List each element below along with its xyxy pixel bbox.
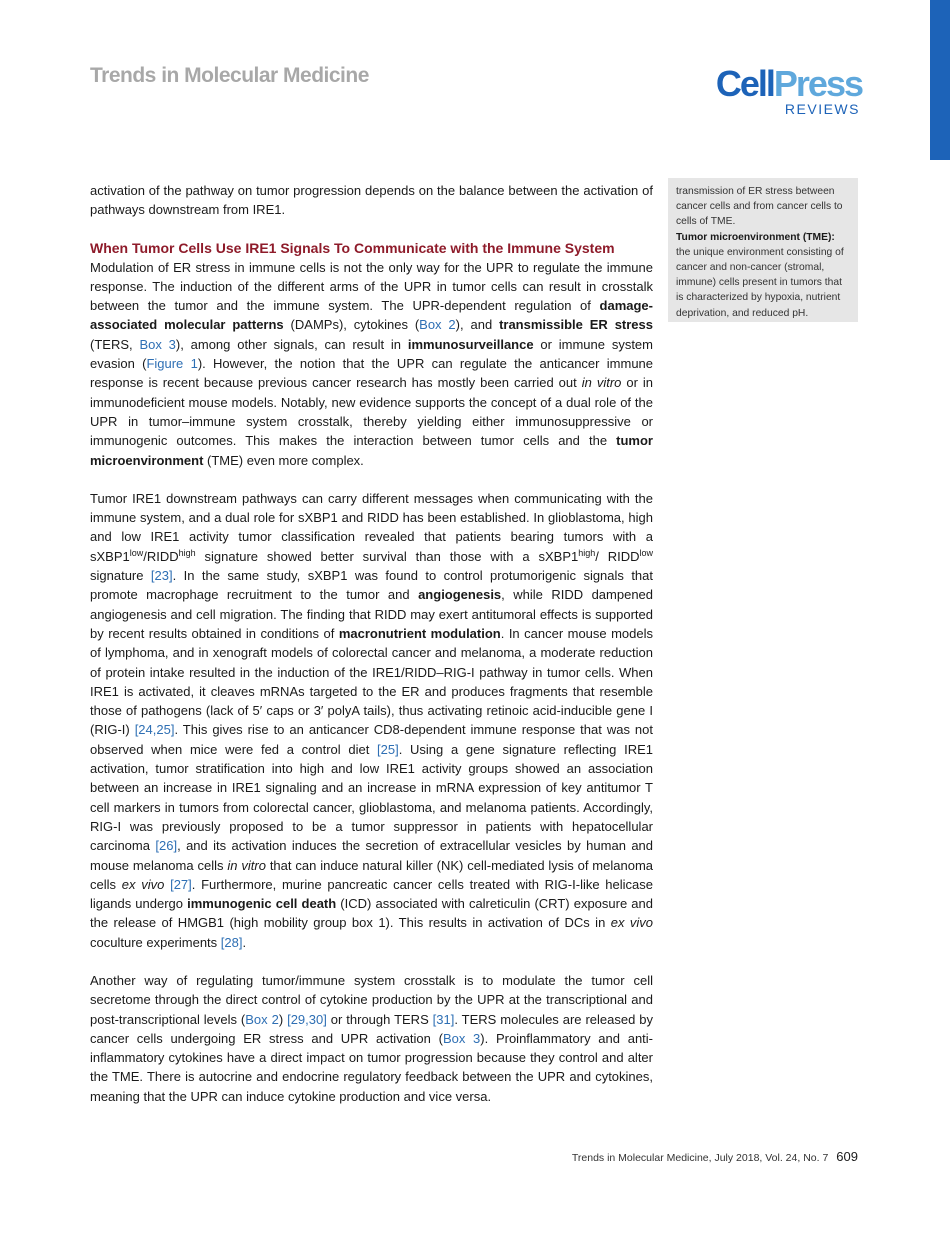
citation-link[interactable]: [28] [220,934,243,950]
logo-reviews-text: REVIEWS [784,101,860,117]
text-run: ). Proinflammatory and anti-inflammatory cytokines have a direct impact on tumor progression because they control and alter the TME. There is autocrine and endocrine regulatory feedback between the UPR and cytokines, meaning that the UPR can induce cytokine production and vice versa. [90,1030,654,1104]
text-run: Modulation of ER stress in immune cells is not the only way for the UPR to regulate the immune response. The induction of the different arms of the UPR in tumor cells can result in crosstalk between the tumor and the immune system. The UPR-dependent regulation of [90,259,653,314]
text-run: ). However, the notion that the UPR can regulate the anticancer immune response is recent because previous cancer research has mostly been carried out [90,356,654,391]
glossary-term-ref: tumor microenvironment [90,433,653,468]
article-body [90,181,653,1106]
text-run: (TERS, [90,336,140,352]
superscript: high [178,547,196,558]
glossary-term-ref: angiogenesis [418,587,502,603]
intro-paragraph [90,181,653,220]
logo-press-text: Press [773,63,862,104]
text-run: . In the same study, sXBP1 was found to control protumorigenic signals that promote macrophage recruitment to the tumor and [90,568,654,603]
citation-link[interactable]: Box 2 [245,1011,279,1027]
text-run: or through TERS [326,1011,433,1027]
citation-link[interactable]: Figure 1 [146,356,198,372]
glossary-term: Tumor microenvironment (TME): [676,231,835,243]
text-run: activation of the pathway on tumor progression depends on the balance between the activation of pathways downstream from IRE1. [90,183,653,218]
citation-link[interactable]: Box 3 [139,336,176,352]
superscript: low [129,547,144,558]
text-run: Tumor IRE1 downstream pathways can carry different messages when communicating with the immune system, and a dual role for sXBP1 and RIDD has been established. In glioblastoma, high and low IRE1 activity tumor classification revealed that patients bearing tumors with a sXBP1 [90,490,653,564]
glossary-term-ref: immunosurveillance [407,336,534,352]
text-run: . Furthermore, murine pancreatic cancer cells treated with RIG-I-like helicase ligands undergo [90,876,653,912]
body-paragraph-1 [90,258,653,470]
page-number: 609 [836,1149,858,1164]
citation-link[interactable]: [29,30] [287,1011,327,1027]
text-run: ), among other signals, can result in [175,336,408,352]
text-run: (ICD) associated with calreticulin (CRT) exposure and the release of HMGB1 (high mobility group box 1). This results in activation of DCs in [90,896,653,931]
text-run: (DAMPs), cytokines ( [283,317,420,333]
logo-wordmark [715,63,862,104]
glossary-box [668,178,858,322]
text-run: , and its activation induces the secretion of extracellular vesicles by human and mouse melanoma cells [90,838,654,873]
text-run: . TERS molecules are released by cancer cells undergoing ER stress and UPR activation ( [90,1011,653,1046]
glossary-term-ref: transmissible ER stress [499,317,653,333]
cellpress-logo [712,63,862,122]
superscript: high [578,547,596,558]
citation-link[interactable]: [24,25] [134,722,175,738]
italic-text: ex vivo [610,915,654,931]
text-run: coculture experiments [90,934,221,950]
text-run: or immune system evasion ( [90,336,653,372]
citation-link[interactable]: [27] [170,876,192,892]
text-run: ), and [455,317,500,333]
italic-text: in vitro [227,857,266,873]
citation-link[interactable]: [23] [150,568,173,584]
text-run: / RIDD [595,548,640,564]
footer-citation: Trends in Molecular Medicine, July 2018, Vol. 24, No. 7 [571,1152,829,1164]
text-run: or in immunodeficient mouse models. Notably, new evidence supports the concept of a dual role of the UPR in tumor–immune system crosstalk, thereby yielding either immunosuppressive or immunogenic outcomes. This makes the interaction between tumor cells and the [90,375,653,449]
citation-link[interactable]: [31] [432,1011,455,1027]
journal-title: Trends in Molecular Medicine [90,64,369,87]
text-run: . In cancer mouse models of lymphoma, and in xenograft models of colorectal cancer and melanoma, a moderate reduction of protein intake resulted in the induction of the IRE1/RIDD–RIG-I pathway in tumor cells. When IRE1 is activated, it cleaves mRNAs targeted to the ER and produces fragments that resemble those of pathogens (lack of 5′ caps or 3′ polyA tails), thus activating retinoic acid-inducible gene I (RIG-I) [90,625,654,738]
italic-text: in vitro [581,375,622,391]
glossary-definition: the unique environment consisting of cancer and non-cancer (stromal, immune) cells present in tumors that is characterized by hypoxia, nutrient deprivation, and reduced pH. [676,246,844,319]
text-run: that can induce natural killer (NK) cell-mediated lysis of melanoma cells [90,857,654,892]
text-run: ) [278,1011,288,1027]
glossary-term-ref: damage-associated molecular patterns [90,298,653,333]
section-heading: When Tumor Cells Use IRE1 Signals To Communicate with the Immune System [90,239,615,256]
text-run: signature [90,568,151,584]
text-run: signature showed better survival than those with a sXBP1 [195,548,579,564]
text-run: Another way of regulating tumor/immune system crosstalk is to modulate the tumor cell secretome through the direct control of cytokine production by the UPR at the transcriptional and post-transcriptional levels ( [90,972,653,1027]
glossary-term-ref: immunogenic cell death [187,896,337,912]
text-run: . Using a gene signature reflecting IRE1 activation, tumor stratification into high and low IRE1 activity groups showed an association between an increase in IRE1 signaling and an increase in mRNA expression of key antitumor T cell markers in tumors from colorectal cancer, glioblastoma, and melanoma patients. Accordingly, RIG-I was previously proposed to be a tumor suppressor in patients with hepatocellular carcinoma [90,741,653,854]
text-run: (TME) even more complex. [203,452,364,468]
text-run: , while RIDD dampened angiogenesis and cell migration. The finding that RIDD may exert antitumoral effects is supported by recent results obtained in conditions of [90,587,654,641]
text-run: . [242,934,247,950]
citation-link[interactable]: [26] [155,838,178,854]
italic-text: ex vivo [121,876,165,892]
citation-link[interactable]: Box 2 [419,317,456,333]
body-paragraph-3 [90,971,653,1106]
text-run: . This gives rise to an anticancer CD8-dependent immune response that was not observed when mice were fed a control diet [90,722,653,757]
page-footer [572,1149,858,1164]
body-paragraph-2 [90,489,653,952]
logo-cell-text: Cell [715,63,774,104]
citation-link[interactable]: Box 3 [442,1030,481,1046]
glossary-continued-text: transmission of ER stress between cancer cells and from cancer cells to cells of TME. [676,186,843,228]
text-run: /RIDD [143,548,179,564]
superscript: low [639,547,653,558]
citation-link[interactable]: [25] [377,741,399,757]
glossary-term-ref: macronutrient modulation [338,625,501,641]
edge-color-tab [930,0,950,160]
